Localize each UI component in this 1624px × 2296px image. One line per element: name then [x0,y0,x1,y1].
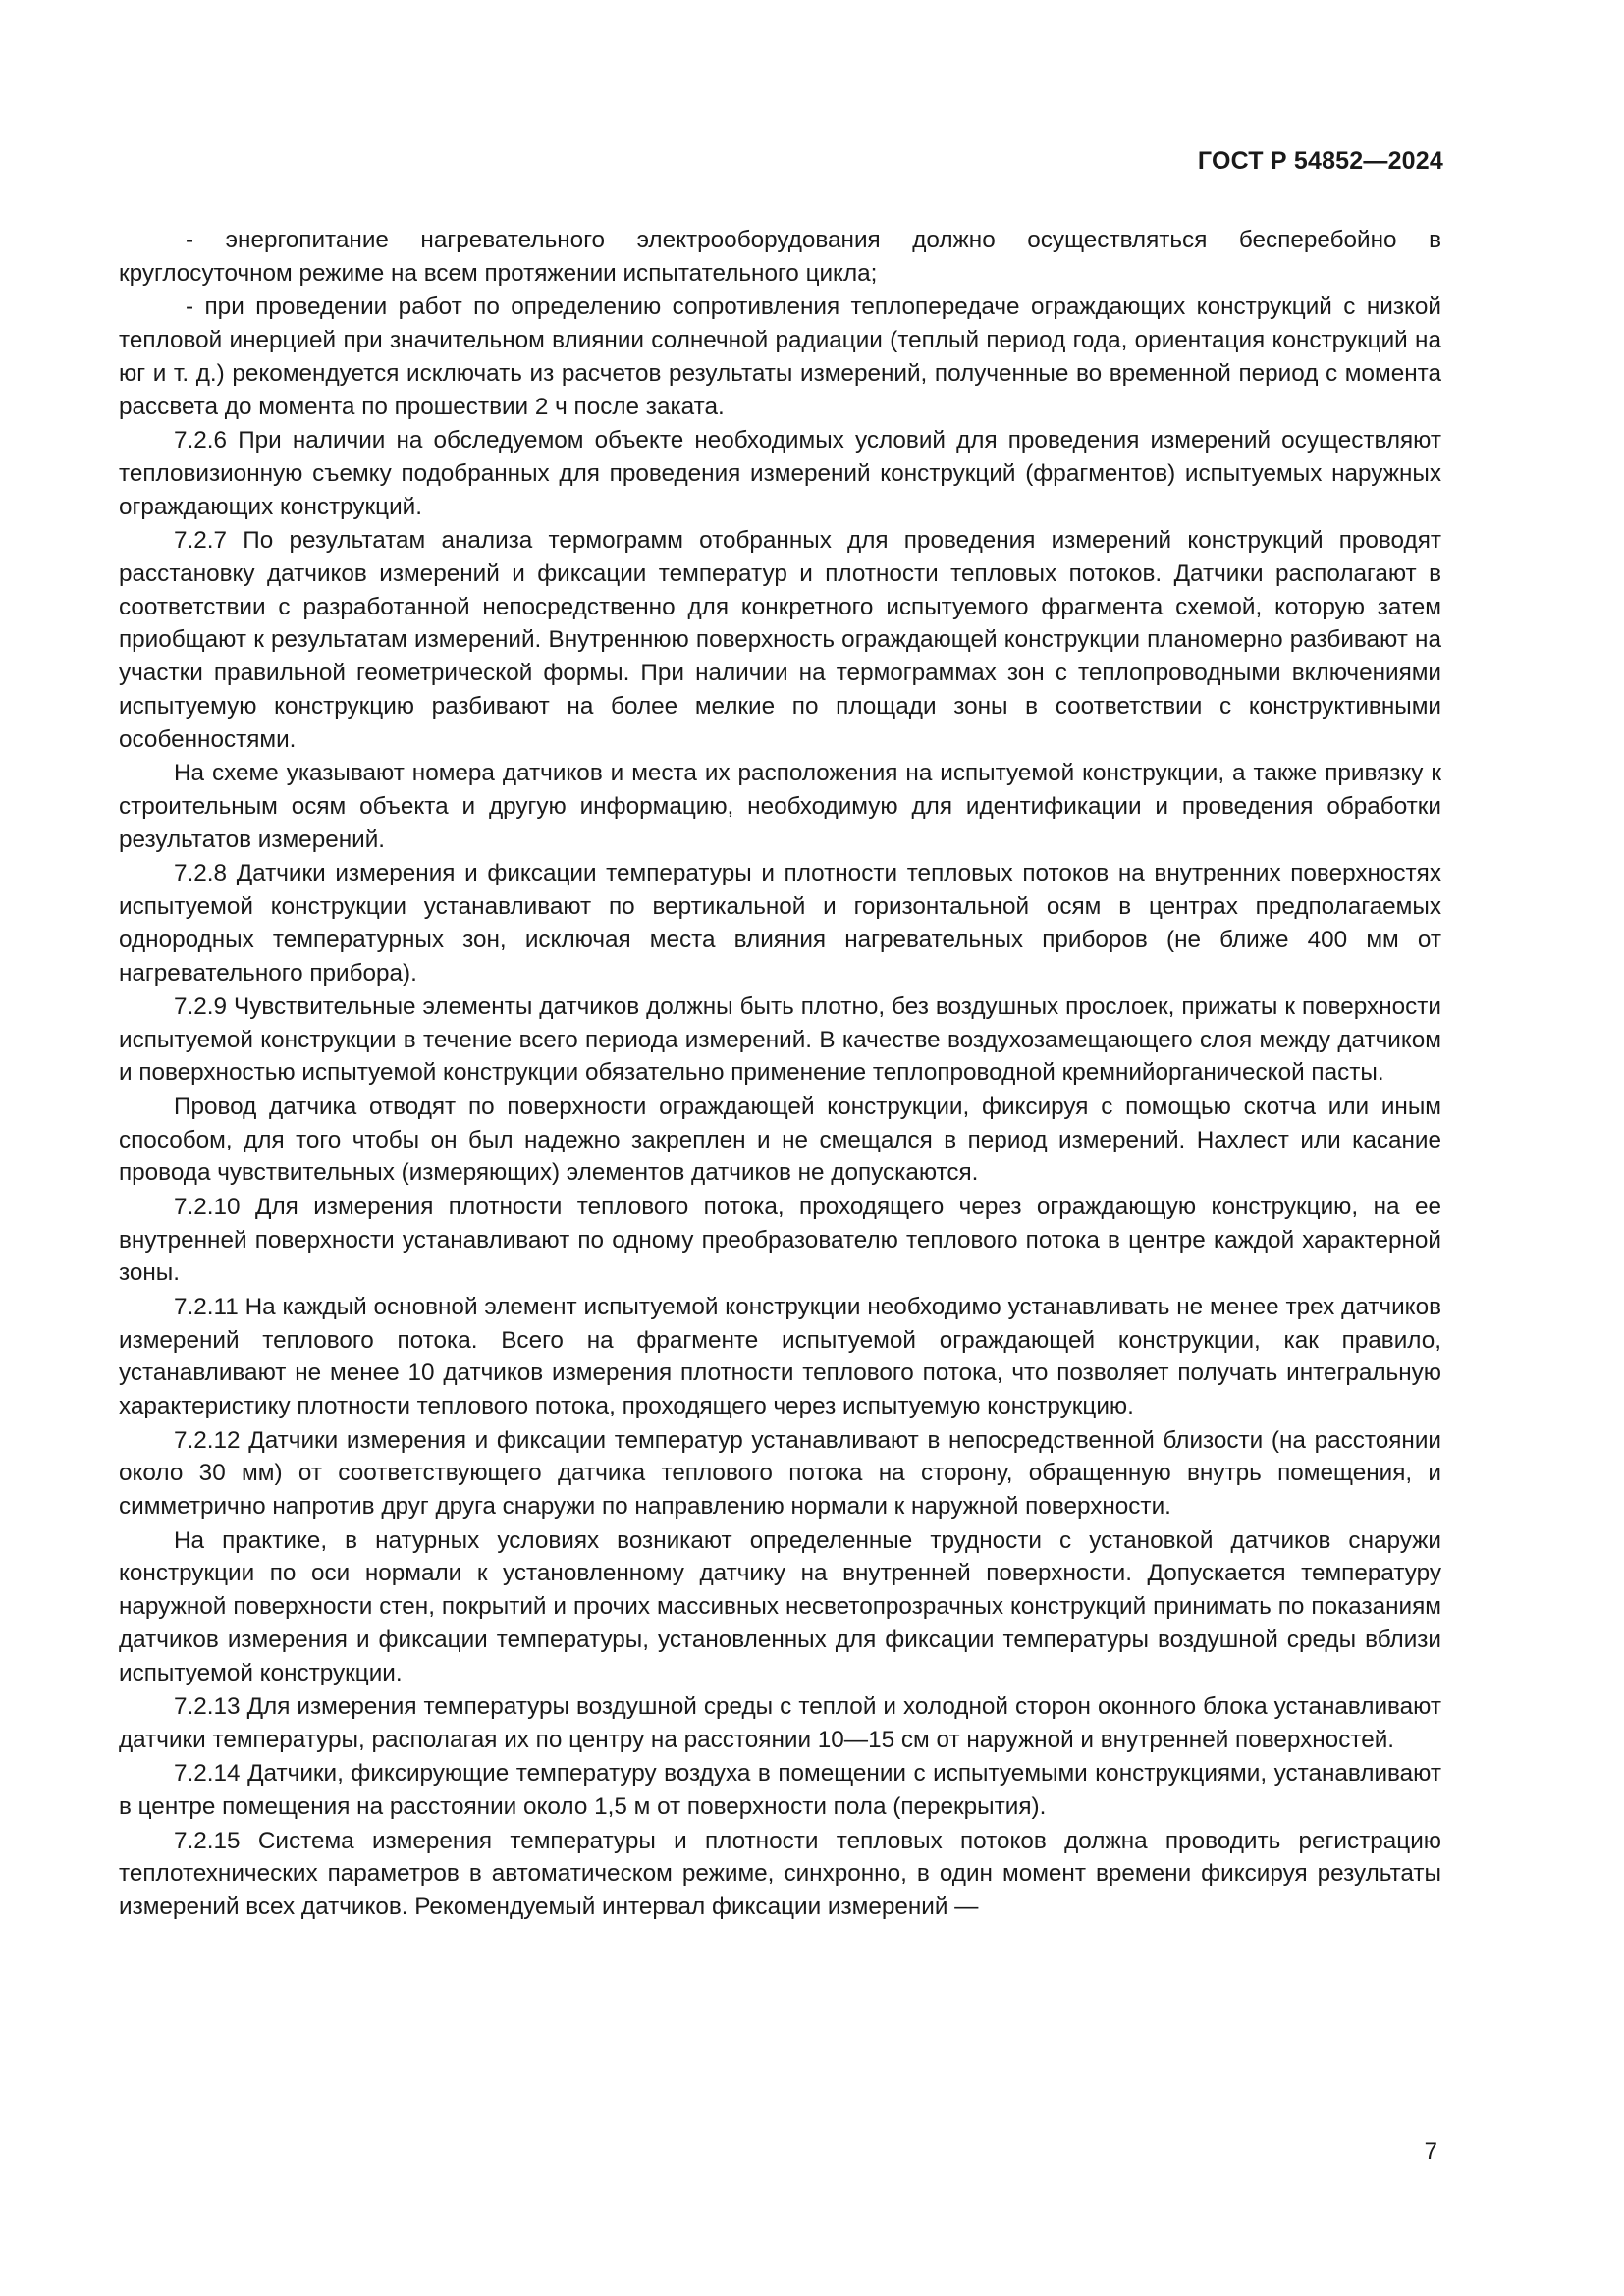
clause-number: 7.2.15 [174,1827,241,1854]
paragraph-text: Датчики, фиксирующие температуру воздуха в помещении с испытуемыми конструкциями, устанавливают в центре помещения на расстоянии около 1,5 м от поверхности пола (перекрытия). [119,1760,1441,1821]
paragraph-text: На каждый основной элемент испытуемой конструкции необходимо устанавливать не менее трех датчиков измерений теплового потока. Всего на фрагменте испытуемой ограждающей конструкции, как правило, устанавливают не менее 10 датчиков измерения плотности теплового потока, что позволяет получать интегральную характеристику плотности теплового потока, проходящего через испытуемую конструкцию. [119,1293,1441,1420]
paragraph-text: Датчики измерения и фиксации температуры и плотности тепловых потоков на внутренних поверхностях испытуемой конструкции устанавливают по вертикальной и горизонтальной осям в центрах предполагаемых однородных температурных зон, исключая места влияния нагревательных приборов (не ближе 400 мм от нагревательного прибора). [119,860,1441,987]
clause-number: 7.2.8 [174,860,228,887]
numbered-paragraph [119,990,1441,1090]
paragraph-text: При наличии на обследуемом объекте необходимых условий для проведения измерений осуществляют тепловизионную съемку подобранных для проведения измерений конструкций (фрагментов) испытуемых наружных ограждающих конструкций. [119,426,1441,520]
clause-number: 7.2.13 [174,1693,241,1721]
paragraph-text: Провод датчика отводят по поверхности ограждающей конструкции, фиксируя с помощью скотча или иным способом, для того чтобы он был надежно закреплен и не смещался в период измерений. Нахлест или касание провода чувствительных (измеряющих) элементов датчиков не допускаются. [119,1093,1441,1187]
numbered-paragraph [119,857,1441,989]
list-item-dash [119,291,1441,423]
paragraph-text: На схеме указывают номера датчиков и места их расположения на испытуемой конструкции, а также привязку к строительным осям объекта и другую информацию, необходимую для идентификации и проведения обработки результатов измерений. [119,760,1441,853]
paragraph-text: По результатам анализа термограмм отобранных для проведения измерений конструкций проводят расстановку датчиков измерений и фиксации температур и плотности тепловых потоков. Датчики располагают в соответствии с разработанной непосредственно для конкретного испытуемого фрагмента схемой, которую затем приобщают к результатам измерений. Внутреннюю поверхность ограждающей конструкции планомерно разбивают на участки правильной геометрической формы. При наличии на термограммах зон с теплопроводными включениями испытуемую конструкцию разбивают на более мелкие по площади зоны в соответствии с конструктивными особенностями. [119,526,1441,753]
paragraph-text: Для измерения плотности теплового потока, проходящего через ограждающую конструкцию, на ее внутренней поверхности устанавливают по одному преобразователю теплового потока в центре каждой характерной зоны. [119,1193,1441,1287]
page-number: 7 [1424,2138,1437,2164]
clause-number: 7.2.9 [174,992,228,1020]
paragraph-text: Для измерения температуры воздушной среды с теплой и холодной сторон оконного блока устанавливают датчики температуры, располагая их по центру на расстоянии 10—15 см от наружной и внутренней поверхностей. [119,1693,1441,1753]
document-body [119,224,1441,1924]
plain-paragraph [119,1524,1441,1690]
clause-number: 7.2.12 [174,1426,241,1454]
paragraph-text: - при проведении работ по определению сопротивления теплопередаче ограждающих конструкций с низкой тепловой инерцией при значительном влиянии солнечной радиации (теплый период года, ориентация конструкций на юг и т. д.) рекомендуется исключать из расчетов результаты измерений, полученные во временной период с момента рассвета до момента по прошествии 2 ч после заката. [119,294,1441,420]
paragraph-text: Датчики измерения и фиксации температур устанавливают в непосредственной близости (на расстоянии около 30 мм) от соответствующего датчика теплового потока на сторону, обращенную внутрь помещения, и симметрично напротив друг друга снаружи по направлению нормали к наружной поверхности. [119,1426,1441,1521]
clause-number: 7.2.7 [174,526,228,554]
clause-number: 7.2.11 [174,1293,239,1320]
paragraph-text: Система измерения температуры и плотности тепловых потоков должна проводить регистрацию теплотехнических параметров в автоматическом режиме, синхронно, в один момент времени фиксируя результаты измерений всех датчиков. Рекомендуемый интервал фиксации измерений — [119,1827,1441,1921]
numbered-paragraph [119,424,1441,523]
numbered-paragraph [119,1291,1441,1423]
paragraph-text: На практике, в натурных условиях возникают определенные трудности с установкой датчиков снаружи конструкции по оси нормали к установленному датчику на внутренней поверхности. Допускается температуру наружной поверхности стен, покрытий и прочих массивных несветопрозрачных конструкций принимать по показаниям датчиков измерения и фиксации температуры, установленных для фиксации температуры воздушной среды вблизи испытуемой конструкции. [119,1526,1441,1686]
paragraph-text: Чувствительные элементы датчиков должны быть плотно, без воздушных прослоек, прижаты к поверхности испытуемой конструкции в течение всего периода измерений. В качестве воздухозамещающего слоя между датчиком и поверхностью испытуемой конструкции обязательно применение теплопроводной кремнийорганической пасты. [119,992,1441,1087]
numbered-paragraph [119,1690,1441,1757]
document-header: ГОСТ Р 54852—2024 [1197,147,1443,175]
numbered-paragraph [119,1825,1441,1924]
numbered-paragraph [119,1191,1441,1290]
list-item-dash [119,224,1441,291]
numbered-paragraph [119,524,1441,757]
plain-paragraph [119,1091,1441,1190]
clause-number: 7.2.14 [174,1760,241,1788]
numbered-paragraph [119,1424,1441,1523]
numbered-paragraph [119,1757,1441,1824]
plain-paragraph [119,757,1441,856]
clause-number: 7.2.10 [174,1193,241,1220]
clause-number: 7.2.6 [174,426,228,454]
paragraph-text: - энергопитание нагревательного электрооборудования должно осуществляться бесперебойно в круглосуточном режиме на всем протяжении испытательного цикла; [119,227,1441,287]
